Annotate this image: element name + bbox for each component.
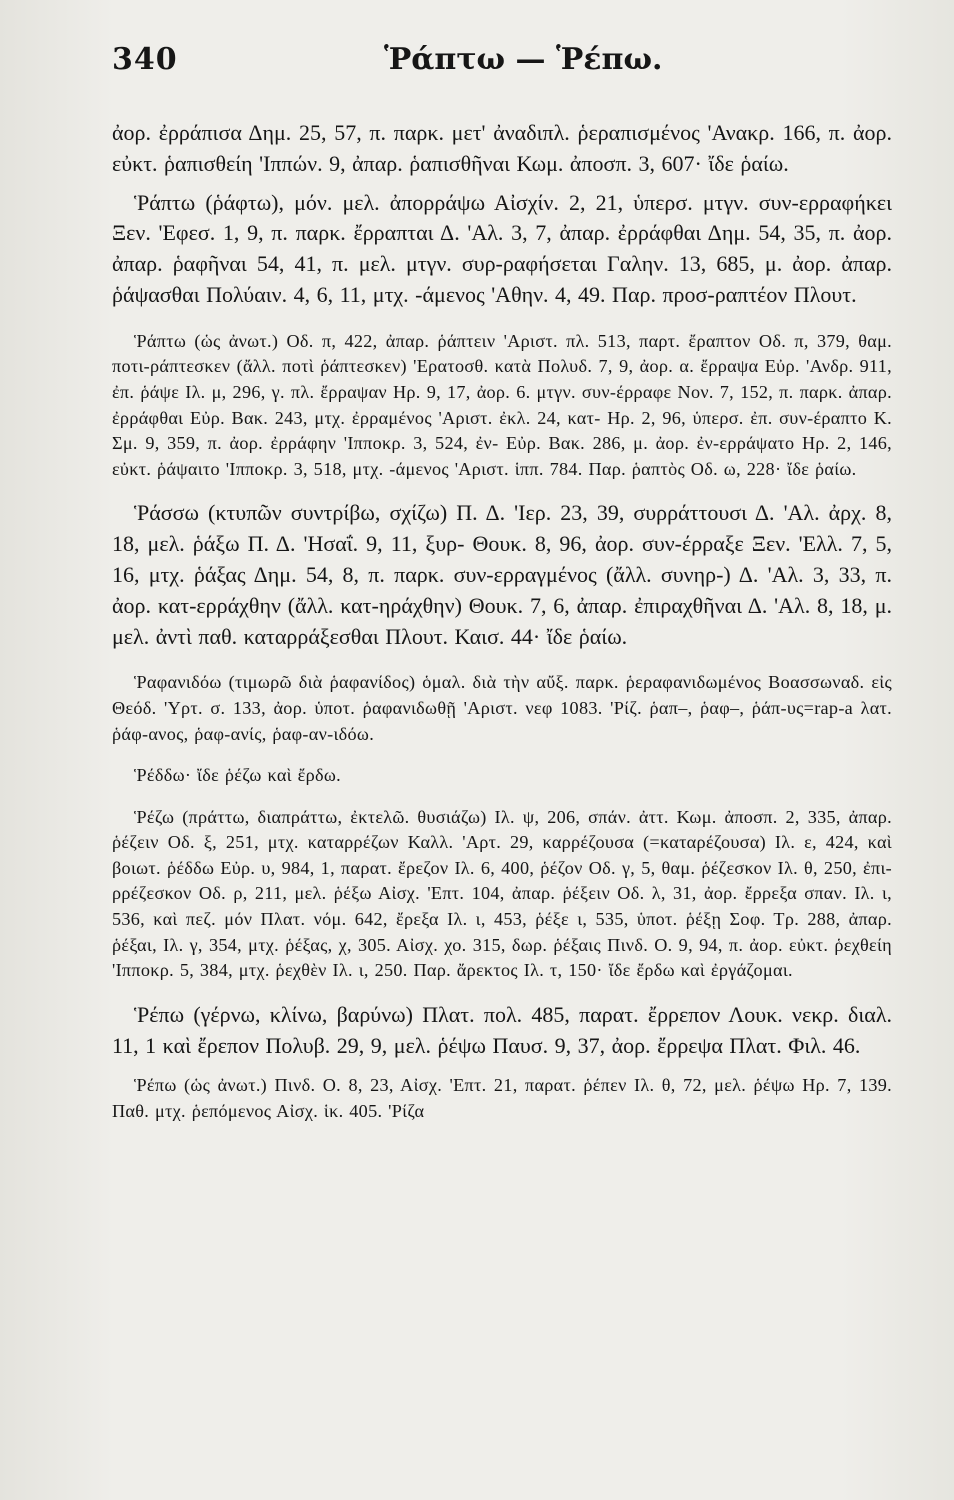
entry-repo-sub: Ῥέπω (ὡς ἀνωτ.) Πινδ. Ο. 8, 23, Αἰσχ. 'Επτ. 21, παρατ. ῥέπεν Ιλ. θ, 72, μελ. ῥέψω Ηρ. 7, 139. Παθ. μτχ. ῥεπόμενος Αἰσχ. ἱκ. 405. 'Ρίζα bbox=[112, 1075, 892, 1122]
running-title: Ῥάπτω — Ῥέπω. bbox=[384, 42, 663, 77]
entry-rapto-sub: Ῥάπτω (ὡς ἀνωτ.) Οδ. π, 422, ἀπαρ. ῥάπτειν 'Αριστ. πλ. 513, παρτ. ἔραπτον Οδ. π, 379, θαμ. ποτι-ράπτεσκεν (ἄλλ. ποτὶ ῥάπτεσκεν) 'Ερατοσθ. κατὰ Πολυδ. 7, 9, ἀορ. α. ἔρραψα Εὐρ. 'Ανδρ. 911, ἐπ. ῥάψε Ιλ. μ, 296, γ. πλ. ἔρραψαν Ηρ. 9, 17, ἀορ. 6. μτγν. συν-έρραφε Νον. 7, 152, π. παρκ. ἀπαρ. ἐρράφθαι Εὐρ. Βακ. 243, μτχ. ἐρραμένος 'Αριστ. ἐκλ. 24, κατ- Ηρ. 2, 96, ὑπερσ. ἐπ. συν-έραπτο Κ. Σμ. 9, 359, π. ἀορ. ἐρράφην 'Ιπποκρ. 3, 524, ἐν- Εὐρ. Βακ. 286, μ. ἀορ. ἐν-ερράψατο Ηρ. 2, 146, εὐκτ. ῥάψαιτο 'Ιπποκρ. 3, 518, μτχ. -άμενος 'Αριστ. ἱππ. 784. Παρ. ῥαπτὸς Οδ. ω, 228· ἴδε ῥαίω. bbox=[112, 330, 892, 479]
entry-reddo-sub: Ῥέδδω· ἴδε ῥέζω καὶ ἔρδω. bbox=[134, 765, 341, 786]
entry-rafanidoo-sub: Ῥαφανιδόω (τιμωρῶ διὰ ῥαφανίδος) ὁμαλ. διὰ τὴν αὔξ. παρκ. ῥεραφανιδωμένος Βοασσωναδ. εἰς Θεόδ. 'Υρτ. σ. 133, ἀορ. ὑποτ. ῥαφανιδωθῇ 'Αριστ. νεφ 1083. 'Ρίζ. ῥαπ–, ῥαφ–, ῥάπ-υς=rap-a λατ. ῥάφ-ανος, ῥαφ-ανίς, ῥαφ-αν-ιδόω. bbox=[112, 672, 892, 744]
entry-rasso-main: Ῥάσσω (κτυπῶν συντρίβω, σχίζω) Π. Δ. 'Ιερ. 23, 39, συρράττουσι Δ. 'Αλ. ἀρχ. 8, 18, μελ. ῥάξω Π. Δ. 'Ησαΐ. 9, 11, ξυρ- Θουκ. 8, 96, ἀορ. συν-έρραξε Ξεν. 'Ελλ. 7, 5, 16, μτχ. ῥάξας Δημ. 54, 8, π. παρκ. συν-ερραγμένος (ἄλλ. συνηρ-) Δ. 'Αλ. 3, 33, π. ἀορ. κατ-ερράχθην (ἄλλ. κατ-ηράχθην) Θουκ. 7, 6, ἀπαρ. ἐπιραχθῆναι Δ. 'Αλ. 8, 18, μ. μελ. ἀντὶ παθ. καταρράξεσθαι Πλουτ. Καισ. 44· ἴδε ῥαίω. bbox=[112, 500, 892, 649]
entry-continuation: ἀορ. ἐρράπισα Δημ. 25, 57, π. παρκ. μετ' ἀναδιπλ. ῥεραπισμένος 'Ανακρ. 166, π. ἀορ. εὐκτ. ῥαπισθείη 'Ιππών. 9, ἀπαρ. ῥαπισθῆναι Κωμ. ἀποσπ. 3, 607· ἴδε ῥαίω. bbox=[112, 120, 892, 176]
entry-rapto-main: Ῥάπτω (ῥάφτω), μόν. μελ. ἀπορράψω Αἰσχίν. 2, 21, ὑπερσ. μτγν. συν-ερραφήκει Ξεν. 'Εφεσ. 1, 9, π. παρκ. ἔρραπται Δ. 'Αλ. 3, 7, ἀπαρ. ἐρράφθαι Δημ. 54, 35, π. ἀορ. ἀπαρ. ῥαφῆναι 54, 41, π. μελ. μτγν. συρ-ραφήσεται Γαλην. 13, 685, μ. ἀορ. ἀπαρ. ῥάψασθαι Πολύαιν. 4, 6, 11, μτχ. -άμενος 'Αθην. 4, 49. Παρ. προσ-ραπτέον Πλουτ. bbox=[112, 189, 892, 307]
entry-rezo-sub: Ῥέζω (πράττω, διαπράττω, ἐκτελῶ. θυσιάζω) Ιλ. ψ, 206, σπάν. ἀττ. Κωμ. ἀποσπ. 2, 335, ἀπαρ. ῥέζειν Οδ. ξ, 251, μτχ. καταρρέζων Καλλ. 'Αρτ. 29, καρρέζουσα (=καταρέζουσα) Ιλ. ε, 424, καὶ βοιωτ. ῥέδδω Εὐρ. υ, 984, 1, παρατ. ἔρεζον Ιλ. 6, 400, ῥέζον Οδ. γ, 5, θαμ. ῥέζεσκον Ιλ. θ, 250, ἐπι-ρρέζεσκον Οδ. ρ, 211, μελ. ῥέξω Αἰσχ. 'Επτ. 104, ἀπαρ. ῥέξειν Οδ. λ, 31, ἀορ. ἔρρεξα σπαν. Ιλ. ι, 536, καὶ πεζ. μόν Πλατ. νόμ. 642, ἔρεξα Ιλ. ι, 453, ῥέξε ι, 535, ὑποτ. ῥέξῃ Σοφ. Τρ. 288, ἀπαρ. ῥέξαι, Ιλ. γ, 354, μτχ. ῥέξας, χ, 305. Αἰσχ. χο. 315, δωρ. ῥέξαις Πινδ. Ο. 9, 94, π. ἀορ. εὐκτ. ῥεχθείη 'Ιπποκρ. 5, 384, μτχ. ῥεχθὲν Ιλ. ι, 250. Παρ. ἄρεκτος Ιλ. τ, 150· ἴδε ἔρδω καὶ ἐργάζομαι. bbox=[112, 806, 892, 981]
page-header bbox=[112, 28, 892, 92]
page-number: 340 bbox=[112, 42, 178, 77]
entry-repo-main: Ῥέπω (γέρνω, κλίνω, βαρύνω) Πλατ. πολ. 485, παρατ. ἔρρεπον Λουκ. νεκρ. διαλ. 11, 1 καὶ ἔρεπον Πολυβ. 29, 9, μελ. ῥέψω Παυσ. 9, 37, ἀορ. ἔρρεψα Πλατ. Φιλ. 46. bbox=[112, 1001, 892, 1058]
